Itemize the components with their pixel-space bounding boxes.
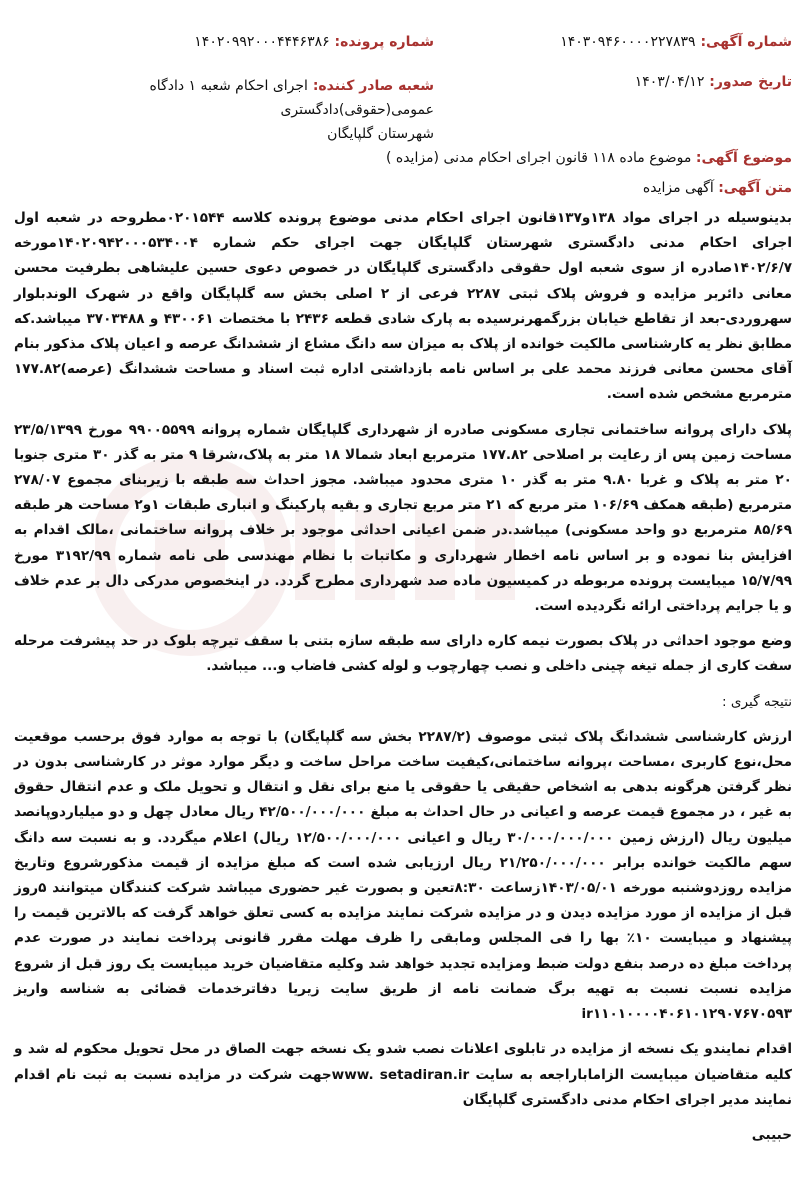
- issue-date-row: [635, 74, 792, 90]
- notice-text-label: متن آگهی:: [718, 180, 792, 196]
- paragraph-current-state: وضع موجود احداثی در پلاک بصورت نیمه کاره دارای سه طبقه سازه بتنی با سقف تیرچه بلوک در حد پیشرفت مرحله سفت کاری از جمله تیغه چینی داخلی و نصب چهارچوب و لوله کشی فاضاب و... میباشد.: [14, 633, 792, 675]
- issue-date-label: تاریخ صدور:: [709, 74, 792, 90]
- paragraph-conclusion-heading: نتیجه گیری :: [722, 693, 792, 710]
- notice-subject-value: موضوع ماده ۱۱۸ قانون اجرای احکام مدنی (مزایده ): [385, 150, 692, 166]
- paragraph-permit: پلاک دارای پروانه ساختمانی تجاری مسکونی صادره از شهرداری گلپایگان شماره پروانه ۹۹۰۰۵۵۹۹ مورخ ۲۳/۵/۱۳۹۹ مساحت زمین پس از رعایت بر اصلاحی ۱۷۷.۸۲ مترمربع ابعاد شمالا ۱۸ متر به پلاک،شرقا ۹ متر به گذر ۳۰ متری جنوبا ۲۰ متر به پلاک و غربا ۹.۸۰ متر به گذر ۱۰ متری محدود میباشد. مجوز احداث سه طبقه با زیربنای مجموع ۲۷۸/۰۷ مترمربع (طبقه همکف ۱۰۶/۶۹ متر مربع که ۲۱ متر مربع تجاری و بقیه پارکینگ و انباری طبقات ۱و۲ مساحت هر طبقه ۸۵/۶۹ مترمربع دو واحد مسکونی) میباشد.در ضمن اعیانی احداثی موجود بر خلاف پروانه ساختمانی ،مالک اقدام به افزایش بنا نموده و بر اساس نامه اخطار شهرداری و مکاتبات با نظام مهندسی طی نامه شماره ۳۱۹۲/۹۹ مورخ ۱۵/۷/۹۹ میبایست پرونده مربوطه در کمیسیون ماده صد شهرداری مطرح گردد. در اینخصوص مدرکی دال بر عدم خلاف و یا جرایم پرداختی ارائه نگردیده است.: [14, 421, 793, 615]
- notice-body: [14, 206, 792, 1152]
- notice-subject-row: [386, 150, 792, 166]
- issuing-branch-label: شعبه صادر کننده:: [312, 78, 434, 94]
- notice-text-title-row: [643, 180, 792, 196]
- notice-subject-label: موضوع آگهی:: [695, 150, 792, 166]
- notice-number-label: شماره آگهی:: [700, 34, 792, 50]
- issuing-branch-row: [0, 74, 434, 146]
- notice-number-row: [560, 34, 792, 50]
- case-number-value: ۱۴۰۲۰۹۹۲۰۰۰۴۴۴۶۳۸۶: [194, 34, 330, 50]
- paragraph-intro: بدینوسیله در اجرای مواد ۱۳۸و۱۳۷قانون اجرای احکام مدنی موضوع پرونده کلاسه ۰۲۰۱۵۴۴مطروحه در شعبه اول اجرای احکام مدنی دادگستری شهرستان گلپایگان جهت اجرای حکم شماره ۱۴۰۲۰۹۴۲۰۰۰۵۳۴۰۰۴مورخه ۱۴۰۲/۶/۷صادره از سوی شعبه اول حقوقی دادگستری گلپایگان در خصوص دعوی حسین علیشاهی بطرفیت محسن معانی دائربر مزایده و فروش پلاک ثبتی ۲۲۸۷ فرعی از ۲ اصلی بخش سه گلپایگان واقع در شهرک الوندبلوار سهروردی-بعد از تقاطع خیابان بزرگمهرنرسیده به پارک شادی قطعه ۲۴۳۶ با مختصات ۴۳۰۰۶۱ و ۳۷۰۳۴۸۸ میباشد.که مطابق نظر یه کارشناسی مالکیت خوانده از پلاک به میزان سه دانگ مشاع از ششدانگ عرصه و اعیان پلاک مذکور بنام آقای محسن معانی فرزند محمد علی بر اساس نامه بازداشتی اداره ثبت اسناد و مساحت ششدانگ (عرصه)۱۷۷.۸۲ مترمربع مشخص شده است.: [14, 210, 793, 403]
- notice-number-value: ۱۴۰۳۰۹۴۶۰۰۰۰۲۲۷۸۳۹: [560, 34, 696, 50]
- case-number-row: [194, 34, 434, 50]
- issuing-branch-line1: اجرای احکام شعبه ۱ دادگاه عمومی(حقوقی)دادگستری: [149, 78, 434, 118]
- issuing-branch-line2: شهرستان گلپایگان: [327, 126, 434, 142]
- paragraph-registration: اقدام نمایندو یک نسخه از مزایده در تابلوی اعلانات نصب شدو یک نسخه جهت الصاق در محل تحویل محکوم له شد و کلیه متقاضیان میبایست الزاماباراجعه به سایت www. setadiran.irجهت شرکت در مزایده نسبت به ثبت نام اقدام نمایند مدیر اجرای احکام مدنی دادگستری گلپایگان: [14, 1041, 792, 1108]
- paragraph-valuation: ارزش کارشناسی ششدانگ پلاک ثبتی موصوف (۲۲۸۷/۲ بخش سه گلپایگان) با توجه به موارد فوق برحسب موقعیت محل،نوع کاربری ،مساحت ،پروانه ساختمانی،کیفیت ساخت مراحل ساخت و دیگر موارد موثر در کارشناسی بدون در نظر گرفتن هرگونه بدهی به اشخاص حقیقی یا حقوقی یا منع برای نقل و انتقال و تحویل ملک و عدم انتقال حقوق به غیر ، در مجموع قیمت عرصه و اعیانی در حال احداث به مبلغ ۴۲/۵۰۰/۰۰۰/۰۰۰ ریال معادل چهل و دو میلیاردوپانصد میلیون ریال (ارزش زمین ۳۰/۰۰۰/۰۰۰/۰۰۰ ریال و اعیانی ۱۲/۵۰۰/۰۰۰/۰۰۰ ریال) اعلام میگردد. و به نسبت سه دانگ سهم مالکیت خوانده برابر ۲۱/۲۵۰/۰۰۰/۰۰۰ ریال ارزیابی شده است که مبلغ مزایده از قیمت مذکورشروع وتاریخ مزایده روزدوشنبه مورخه ۱۴۰۳/۰۵/۰۱زساعت ۸:۳۰تعین و بصورت غیر حضوری میباشد شرکت کنندگان میتوانند ۵روز قبل از مزایده از مورد مزایده دیدن و در مزایده شرکت نمایند مزایده به کسی تعلق خواهد گرفت که بالاترین قیمت را پیشنهاد و میبایست ۱۰٪ بها را فی المجلس ومابقی را ظرف مهلت مقرر قانونی پرداخت نمایند در صورت عدم پرداخت مبلغ ده درصد بنفع دولت ضبط ومزایده تجدید خواهد شد وکلیه متقاضیان خرید میبایست یک روز قبل از شروع مزایده نسبت نسبت به تهیه برگ ضمانت نامه از طریق سایت زیریا دفاترخدمات قضائی به شناسه واریز ir۱۱۰۱۰۰۰۰۴۰۶۱۰۱۲۹۰۷۶۷۰۵۹۳: [14, 728, 792, 1023]
- signature-name: حبیبی: [751, 1126, 792, 1143]
- issue-date-value: ۱۴۰۳/۰۴/۱۲: [634, 74, 705, 90]
- notice-text-title: آگهی مزایده: [642, 180, 714, 196]
- case-number-label: شماره پرونده:: [334, 34, 434, 50]
